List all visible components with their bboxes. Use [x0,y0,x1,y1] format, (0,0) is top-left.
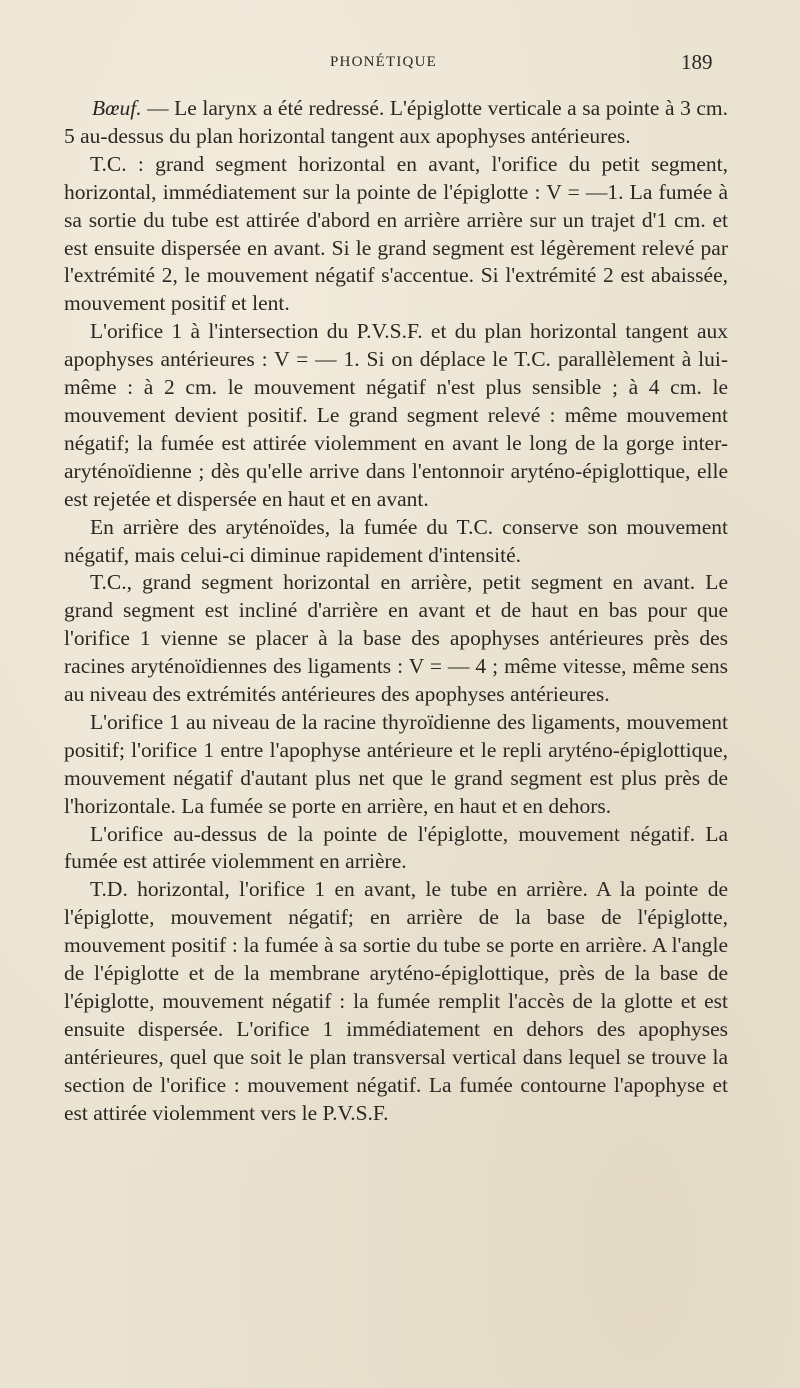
paragraph-7: L'orifice au-dessus de la pointe de l'épiglotte, mouvement négatif. La fumée est attirée violemment en arrière. [64,821,728,874]
paragraph-1-text: — Le larynx a été redressé. L'épiglotte verticale a sa pointe à 3 cm. 5 au-dessus du plan horizontal tangent aux apophyses antérieures. [64,96,728,148]
paragraph-6: L'orifice 1 au niveau de la racine thyroïdienne des ligaments, mouvement positif; l'orifice 1 entre l'apophyse antérieure et le repli aryténo-épiglottique, mouvement négatif d'autant plus net que le grand segment est plus près de l'horizontale. La fumée se porte en arrière, en haut et en dehors. [64,709,728,818]
paragraph-8: T.D. horizontal, l'orifice 1 en avant, le tube en arrière. A la pointe de l'épiglotte, mouvement négatif; en arrière de la base de l'épiglotte, mouvement positif : la fumée à sa sortie du tube se porte en arrière. A l'angle de l'épiglotte et de la membrane aryténo-épiglottique, près de la base de l'épiglotte, mouvement négatif : la fumée remplit l'accès de la glotte et est ensuite dispersée. L'orifice 1 immédiatement en dehors des apophyses antérieures, quel que soit le plan transversal vertical dans lequel se trouve la section de l'orifice : mouvement négatif. La fumée contourne l'apophyse et est attirée violemment vers le P.V.S.F. [64,877,728,1125]
paragraph-2: T.C. : grand segment horizontal en avant, l'orifice du petit segment, horizontal, immédiatement sur la pointe de l'épiglotte : V = —1. La fumée à sa sortie du tube est attirée d'abord en arrière arrière sur un trajet d'1 cm. et est ensuite dispersée en avant. Si le grand segment est légèrement relevé par l'extrémité 2, le mouvement négatif s'accentue. Si l'extrémité 2 est abaissée, mouvement positif et lent. [64,151,728,316]
body-text [64,95,728,1128]
running-head [0,50,800,74]
page-number: 189 [681,50,713,74]
specimen-label: Bœuf. [92,96,142,120]
running-title: PHONÉTIQUE [330,54,437,70]
paragraph-4: En arrière des aryténoïdes, la fumée du T.C. conserve son mouvement négatif, mais celui-ci diminue rapidement d'intensité. [64,514,728,567]
paragraph-5: T.C., grand segment horizontal en arrière, petit segment en avant. Le grand segment est incliné d'arrière en avant et de haut en bas pour que l'orifice 1 vienne se placer à la base des apophyses antérieures près des racines aryténoïdiennes des ligaments : V = — 4 ; même vitesse, même sens au niveau des extrémités antérieures des apophyses antérieures. [64,570,728,707]
paragraph-3: L'orifice 1 à l'intersection du P.V.S.F. et du plan horizontal tangent aux apophyses antérieures : V = — 1. Si on déplace le T.C. parallèlement à lui-même : à 2 cm. le mouvement négatif n'est plus sensible ; à 4 cm. le mouvement devient positif. Le grand segment relevé : même mouvement négatif; la fumée est attirée violemment en avant le long de la gorge inter-aryténoïdienne ; dès qu'elle arrive dans l'entonnoir aryténo-épiglottique, elle est rejetée et dispersée en haut et en avant. [64,319,728,511]
paragraph-1 [64,95,728,151]
